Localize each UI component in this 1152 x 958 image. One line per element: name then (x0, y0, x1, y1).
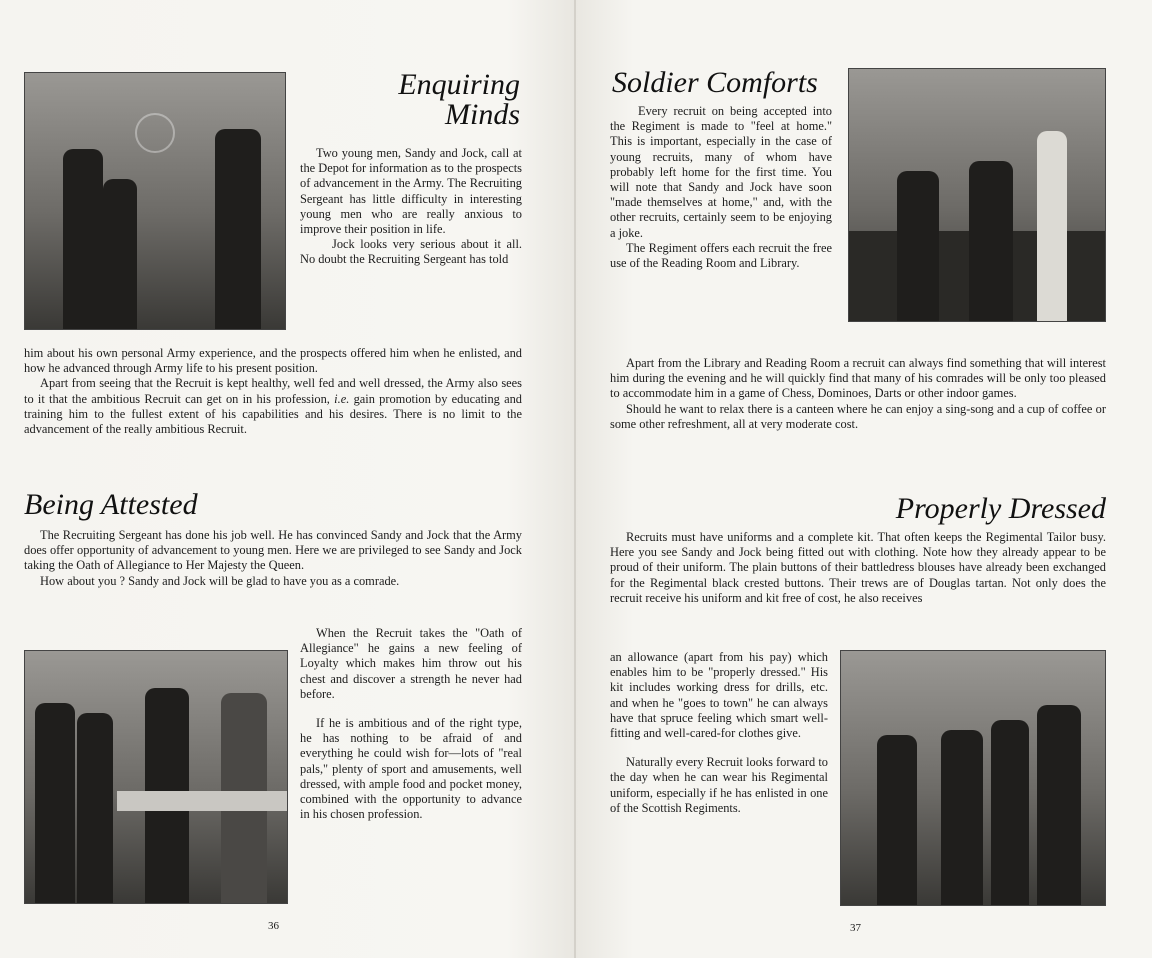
page-number-right: 37 (850, 922, 861, 934)
heading-enquiring-line1: Enquiring (398, 68, 520, 101)
right-page (576, 0, 1152, 958)
dressed-column-full (610, 530, 1106, 606)
heading-properly-dressed: Properly Dressed (895, 492, 1106, 525)
enquiring-paragraph-3 (24, 376, 522, 437)
attested-paragraph-3: When the Recruit takes the "Oath of Allegiance" he gains a new feeling of Loyalty which makes him throw out his chest and discover a strength he never had before. (300, 626, 522, 701)
comforts-column-left (610, 104, 832, 271)
heading-enquiring-minds (300, 70, 520, 130)
heading-enquiring-line2: Minds (445, 98, 520, 131)
enquiring-column-full (24, 346, 522, 437)
attested-paragraph-1: The Recruiting Sergeant has done his job well. He has convinced Sandy and Jock that the Army does offer opportunity of advancement to young men. Here we are privileged to see Sandy and Jock taking the Oath of Allegiance to Her Majesty the Queen. (24, 528, 522, 573)
comforts-paragraph-2: The Regiment offers each recruit the free use of the Reading Room and Library. (610, 240, 832, 271)
enquiring-p3-after: gain promotion by educating and training him to the fullest extent of his capabilities and his desires. There is no limit to the advancement of the really ambitious Recruit. (24, 391, 522, 437)
dressed-paragraph-1a: Recruits must have uniforms and a complete kit. That often keeps the Regimental Tailor busy. Here you see Sandy and Jock being fitted out with clothing. Note how they already appear to be proud of their uniform. The plain buttons of their battledress blouses have already been exchanged for the Regimental black crested buttons. Their trews are of Douglas tartan. Not only does the recruit receive his uniform and kit free of cost, he also receives (610, 530, 1106, 605)
heading-being-attested: Being Attested (24, 488, 198, 521)
photo-tailor-fitting (840, 650, 1106, 906)
photo-oath-of-allegiance (24, 650, 288, 904)
attested-column-right (300, 626, 522, 822)
photo-depot-sign (24, 72, 286, 330)
page-number-left: 36 (268, 920, 279, 932)
enquiring-paragraph-1: Two young men, Sandy and Jock, call at the Depot for information as to the prospects of advancement in the Army. The Recruiting Sergeant has little difficulty in interesting young men who are really anxious to improve their position in life. (300, 146, 522, 237)
attested-column-full (24, 528, 522, 589)
dressed-column-left (610, 650, 828, 816)
comforts-paragraph-4: Should he want to relax there is a canteen where he can enjoy a sing-song and a cup of coffee or some other refreshment, all at very moderate cost. (610, 401, 1106, 431)
comforts-column-full (610, 356, 1106, 432)
comforts-paragraph-1: Every recruit on being accepted into the Regiment is made to "feel at home." This is important, especially in the case of young recruits, many of whom have probably left home for the first time. You will note that Sandy and Jock have soon "made themselves at home," and, with the other recruits, certainly seem to be enjoying a joke. (610, 104, 832, 240)
enquiring-p3-before: Apart from seeing that the Recruit is kept healthy, well fed and well dressed, the Army also sees to it that the ambitious Recruit can get on in his profession, (24, 376, 522, 406)
attested-paragraph-2: How about you ? Sandy and Jock will be glad to have you as a comrade. (40, 573, 400, 588)
heading-soldier-comforts: Soldier Comforts (612, 66, 818, 99)
dressed-paragraph-1b: an allowance (apart from his pay) which enables him to be "properly dressed." His kit includes working dress for drills, etc. and when he "goes to town" he can always have that spruce feeling which smart well-fitting and well-cared-for clothes give. (610, 650, 828, 741)
enquiring-p3-ie: i.e. (334, 391, 350, 406)
enquiring-paragraph-2b: him about his own personal Army experience, and the prospects offered him when he enlisted, and how he advanced through Army life to his present position. (24, 346, 522, 376)
photo-barracks-room (848, 68, 1106, 322)
enquiring-column-right (300, 146, 522, 268)
dressed-paragraph-2: Naturally every Recruit looks forward to the day when he can wear his Regimental uniform, especially if he has enlisted in one of the Scottish Regiments. (610, 755, 828, 815)
comforts-paragraph-3: Apart from the Library and Reading Room a recruit can always find something that will interest him during the evening and he will quickly find that many of his comrades will be only too pleased to accommodate him in a game of Chess, Dominoes, Darts or other indoor games. (610, 356, 1106, 401)
attested-paragraph-4: If he is ambitious and of the right type, he has nothing to be afraid of and everything he could wish for—lots of "real pals," plenty of sport and amusements, well dressed, with ample food and pocket money, combined with the opportunity to advance in his chosen profession. (300, 716, 522, 822)
enquiring-paragraph-2a: Jock looks very serious about it all. No doubt the Recruiting Sergeant has told (300, 237, 522, 267)
